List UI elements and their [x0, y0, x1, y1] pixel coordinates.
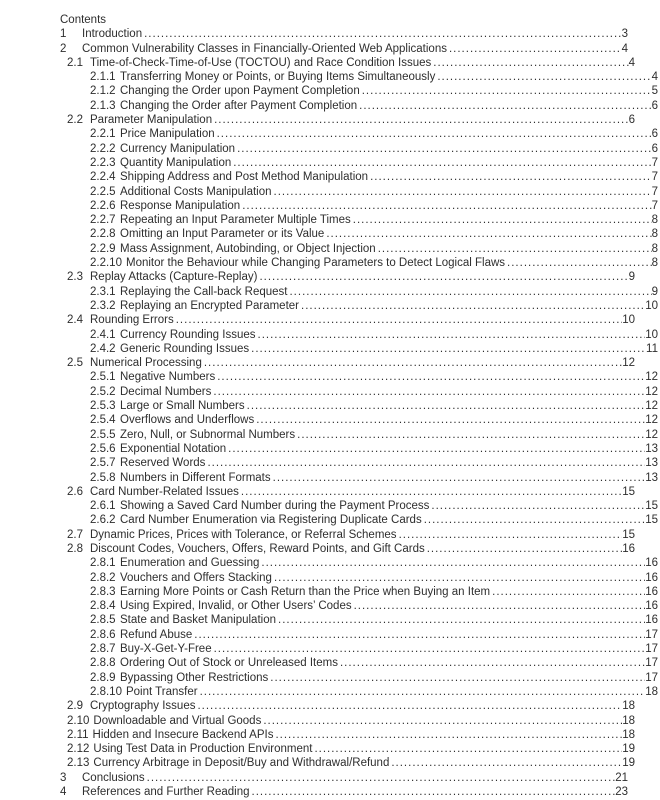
toc-entry-number: 2.6.1 [90, 500, 116, 513]
toc-entry-2-5-5[interactable] [90, 428, 658, 442]
toc-entry-number: 2.10 [67, 714, 90, 727]
toc-dot-leader [272, 571, 645, 585]
toc-entry-page: 19 [622, 757, 635, 770]
toc-entry-number: 2.2 [67, 114, 83, 127]
toc-dot-leader [351, 213, 652, 227]
toc-entry-page: 6 [628, 114, 635, 127]
toc-entry-2-12[interactable] [67, 742, 635, 756]
toc-entry-number: 2.2.1 [90, 128, 116, 141]
toc-entry-2-8-8[interactable] [90, 656, 658, 670]
toc-entry-number: 4 [60, 786, 67, 799]
toc-entry-label: Replay Attacks (Capture-Replay) [90, 271, 258, 284]
toc-entry-number: 1 [60, 28, 67, 41]
toc-entry-page: 17 [645, 628, 658, 641]
toc-entry-label: Exponential Notation [120, 442, 227, 455]
toc-entry-label: Showing a Saved Card Number during the Payment Process [120, 500, 430, 513]
toc-entry-number: 2.8.1 [90, 557, 116, 570]
toc-entry-number: 2.2.3 [90, 156, 116, 169]
toc-entry-page: 6 [651, 99, 658, 112]
toc-entry-number: 2.1.1 [90, 71, 116, 84]
toc-entry-2-2-9[interactable] [90, 242, 658, 256]
toc-entry-2-9[interactable] [67, 699, 635, 713]
toc-entry-page: 13 [645, 471, 658, 484]
toc-entry-number: 2.8.8 [90, 657, 116, 670]
toc-entry-label: Parameter Manipulation [90, 114, 213, 127]
toc-entry-number: 2.8 [67, 542, 83, 555]
toc-entry-page: 4 [628, 56, 635, 69]
toc-entry-label: Vouchers and Offers Stacking [120, 571, 272, 584]
toc-dot-leader [249, 342, 646, 356]
toc-dot-leader [435, 70, 651, 84]
toc-dot-leader [276, 613, 645, 627]
toc-entry-page: 18 [622, 700, 635, 713]
toc-entry-page: 18 [622, 728, 635, 741]
toc-entry-2-8-1[interactable] [90, 556, 658, 570]
toc-entry-page: 17 [645, 657, 658, 670]
toc-dot-leader [447, 42, 622, 56]
toc-entry-page: 7 [651, 171, 658, 184]
toc-entry-label: Shipping Address and Post Method Manipulation [120, 171, 369, 184]
toc-dot-leader [211, 385, 645, 399]
toc-entry-2-5-1[interactable] [90, 370, 658, 384]
toc-entry-page: 10 [622, 314, 635, 327]
toc-entry-label: Currency Arbitrage in Deposit/Buy and Withdrawal/Refund [93, 757, 390, 770]
toc-entry-page: 16 [645, 600, 658, 613]
toc-entry-2-6-1[interactable] [90, 499, 658, 513]
toc-entry-number: 2.6.2 [90, 514, 116, 527]
toc-dot-leader [295, 428, 645, 442]
toc-dot-leader [352, 599, 646, 613]
toc-entry-label: Using Test Data in Production Environment [93, 743, 313, 756]
toc-entry-label: Replaying an Encrypted Parameter [120, 299, 299, 312]
toc-entry-label: Response Manipulation [120, 199, 241, 212]
toc-entry-page: 7 [651, 185, 658, 198]
toc-entry-number: 2.2.2 [90, 142, 116, 155]
toc-entry-page: 12 [622, 357, 635, 370]
toc-entry-number: 2.2.6 [90, 199, 116, 212]
toc-entry-page: 10 [645, 299, 658, 312]
toc-entry-2-8-9[interactable] [90, 671, 658, 685]
toc-entry-page: 7 [651, 199, 658, 212]
toc-entry-2-2-2[interactable] [90, 142, 658, 156]
toc-entry-page: 16 [622, 542, 635, 555]
toc-entry-label: Changing the Order upon Payment Completion [120, 85, 360, 98]
toc-entry-1[interactable] [60, 27, 628, 41]
toc-entry-page: 6 [651, 142, 658, 155]
toc-entry-label: Additional Costs Manipulation [120, 185, 272, 198]
toc-entry-2-6[interactable] [67, 485, 635, 499]
toc-dot-leader [195, 699, 622, 713]
toc-entry-label: Card Number Enumeration via Registering Duplicate Cards [120, 514, 422, 527]
toc-entry-2-6-2[interactable] [90, 513, 658, 527]
toc-entry-number: 2.4.1 [90, 328, 116, 341]
toc-dot-leader [431, 56, 628, 70]
toc-entry-label: Negative Numbers [120, 371, 216, 384]
toc-entry-label: Cryptography Issues [90, 700, 196, 713]
toc-dot-leader [226, 442, 645, 456]
contents-heading: Contents [60, 14, 107, 26]
toc-entry-page: 4 [651, 71, 658, 84]
toc-entry-2-2-4[interactable] [90, 170, 658, 184]
toc-entry-2-2-1[interactable] [90, 127, 658, 141]
toc-entry-page: 13 [645, 457, 658, 470]
toc-entry-number: 2.13 [67, 757, 90, 770]
toc-entry-label: Quantity Manipulation [120, 156, 232, 169]
toc-entry-label: Numerical Processing [90, 357, 202, 370]
toc-dot-leader [505, 256, 652, 270]
toc-entry-2-11[interactable] [67, 728, 635, 742]
toc-entry-2-5-2[interactable] [90, 385, 658, 399]
toc-entry-number: 2.3 [67, 271, 83, 284]
toc-entry-page: 16 [645, 557, 658, 570]
toc-entry-label: Dynamic Prices, Prices with Tolerance, or Referral Schemes [90, 528, 397, 541]
toc-entry-2-8-10[interactable] [90, 685, 658, 699]
toc-entry-number: 2.8.9 [90, 671, 116, 684]
toc-entry-number: 2.8.7 [90, 643, 116, 656]
toc-entry-label: Numbers in Different Formats [120, 471, 271, 484]
toc-dot-leader [212, 642, 646, 656]
toc-dot-leader [198, 685, 646, 699]
toc-entry-page: 9 [628, 271, 635, 284]
toc-entry-label: Decimal Numbers [120, 385, 212, 398]
toc-dot-leader [259, 556, 645, 570]
toc-entry-number: 2.5.2 [90, 385, 116, 398]
toc-entry-2-8-7[interactable] [90, 642, 658, 656]
toc-entry-label: Price Manipulation [120, 128, 215, 141]
toc-entry-2-8-4[interactable] [90, 599, 658, 613]
toc-entry-number: 2.5.3 [90, 400, 116, 413]
toc-entry-page: 10 [645, 328, 658, 341]
toc-entry-4[interactable] [60, 785, 628, 799]
toc-entry-label: Overflows and Underflows [120, 414, 255, 427]
toc-entry-label: Generic Rounding Issues [120, 342, 250, 355]
toc-entry-page: 12 [645, 371, 658, 384]
toc-entry-number: 2.5.4 [90, 414, 116, 427]
toc-entry-label: Currency Manipulation [120, 142, 236, 155]
toc-entry-number: 2.1 [67, 56, 83, 69]
toc-dot-leader [490, 585, 645, 599]
toc-dot-leader [429, 499, 645, 513]
toc-entry-2-5-8[interactable] [90, 471, 658, 485]
toc-entry-number: 2.5.1 [90, 371, 116, 384]
toc-entry-label: State and Basket Manipulation [120, 614, 276, 627]
toc-entry-2-8-3[interactable] [90, 585, 658, 599]
toc-entry-page: 18 [622, 714, 635, 727]
toc-entry-page: 12 [645, 400, 658, 413]
toc-dot-leader [145, 771, 616, 785]
toc-entry-number: 2.5.6 [90, 442, 116, 455]
toc-dot-leader [397, 528, 623, 542]
toc-entry-number: 2.2.10 [90, 257, 122, 270]
toc-entry-label: Introduction [82, 28, 143, 41]
toc-entry-3[interactable] [60, 771, 628, 785]
toc-entry-label: Common Vulnerability Classes in Financially-Oriented Web Applications [82, 42, 447, 55]
toc-dot-leader [389, 756, 622, 770]
toc-entry-number: 2.2.5 [90, 185, 116, 198]
toc-dot-leader [254, 413, 645, 427]
toc-dot-leader [240, 199, 651, 213]
toc-dot-leader [239, 485, 622, 499]
toc-entry-label: Earning More Points or Cash Return than the Price when Buying an Item [120, 585, 491, 598]
toc-entry-number: 2.4.2 [90, 342, 116, 355]
toc-entry-label: Bypassing Other Restrictions [120, 671, 269, 684]
toc-entry-label: Conclusions [82, 771, 145, 784]
toc-entry-page: 17 [645, 671, 658, 684]
toc-entry-2-2-7[interactable] [90, 213, 658, 227]
toc-entry-label: Card Number-Related Issues [90, 485, 239, 498]
toc-entry-label: Point Transfer [125, 685, 198, 698]
toc-entry-page: 8 [651, 242, 658, 255]
toc-entry-number: 2.2.8 [90, 228, 116, 241]
toc-entry-label: Rounding Errors [90, 314, 174, 327]
toc-entry-page: 16 [645, 585, 658, 598]
toc-entry-label: Large or Small Numbers [120, 400, 245, 413]
toc-dot-leader [273, 728, 622, 742]
toc-entry-label: Using Expired, Invalid, or Other Users’ Codes [120, 600, 352, 613]
toc-entry-label: Monitor the Behaviour while Changing Parameters to Detect Logical Flaws [125, 257, 506, 270]
toc-entry-page: 23 [615, 786, 628, 799]
toc-entry-page: 21 [615, 771, 628, 784]
toc-entry-2-2-8[interactable] [90, 227, 658, 241]
toc-entry-page: 8 [651, 257, 658, 270]
toc-entry-number: 2.11 [67, 728, 89, 741]
toc-entry-page: 7 [651, 156, 658, 169]
toc-entry-2-7[interactable] [67, 528, 635, 542]
toc-entry-label: Repeating an Input Parameter Multiple Times [120, 214, 351, 227]
toc-entry-page: 13 [645, 442, 658, 455]
toc-entry-2-5-4[interactable] [90, 413, 658, 427]
toc-entry-number: 2.3.1 [90, 285, 116, 298]
toc-entry-2[interactable] [60, 42, 628, 56]
toc-entry-number: 2.7 [67, 528, 83, 541]
toc-entry-2-5-6[interactable] [90, 442, 658, 456]
toc-dot-leader [192, 628, 645, 642]
toc-entry-page: 8 [651, 214, 658, 227]
toc-entry-label: Omitting an Input Parameter or its Value [120, 228, 325, 241]
toc-entry-number: 2.2.9 [90, 242, 116, 255]
toc-entry-page: 3 [621, 28, 628, 41]
toc-entry-page: 5 [651, 85, 658, 98]
toc-entry-2-8-2[interactable] [90, 571, 658, 585]
toc-dot-leader [287, 285, 651, 299]
toc-entry-2-8-5[interactable] [90, 613, 658, 627]
toc-dot-leader [299, 299, 645, 313]
toc-dot-leader [357, 99, 651, 113]
toc-entry-2-1-3[interactable] [90, 99, 658, 113]
toc-entry-number: 2.8.4 [90, 600, 116, 613]
toc-entry-label: Downloadable and Virtual Goods [93, 714, 262, 727]
toc-entry-number: 2.1.3 [90, 99, 116, 112]
toc-entry-2-2-3[interactable] [90, 156, 658, 170]
toc-entry-number: 2 [60, 42, 67, 55]
toc-entry-number: 2.2.4 [90, 171, 116, 184]
toc-entry-2-5-7[interactable] [90, 456, 658, 470]
toc-entry-page: 19 [622, 743, 635, 756]
toc-entry-label: Buy-X-Get-Y-Free [120, 643, 212, 656]
toc-entry-page: 15 [645, 500, 658, 513]
toc-dot-leader [231, 156, 651, 170]
toc-entry-2-13[interactable] [67, 756, 635, 770]
toc-entry-page: 18 [645, 685, 658, 698]
toc-entry-page: 8 [651, 228, 658, 241]
toc-entry-page: 15 [645, 514, 658, 527]
toc-dot-leader [212, 113, 629, 127]
toc-dot-leader [376, 242, 652, 256]
toc-entry-label: Ordering Out of Stock or Unreleased Items [120, 657, 338, 670]
toc-dot-leader [142, 27, 621, 41]
toc-entry-page: 12 [645, 385, 658, 398]
toc-dot-leader [256, 328, 646, 342]
toc-dot-leader [245, 399, 646, 413]
toc-entry-label: Refund Abuse [120, 628, 193, 641]
toc-entry-2-4-2[interactable] [90, 342, 658, 356]
toc-entry-number: 3 [60, 771, 67, 784]
toc-dot-leader [205, 456, 645, 470]
toc-dot-leader [215, 127, 652, 141]
toc-entry-label: Time-of-Check-Time-of-Use (TOCTOU) and Race Condition Issues [90, 56, 432, 69]
toc-dot-leader [261, 714, 622, 728]
toc-entry-2-10[interactable] [67, 714, 635, 728]
toc-dot-leader [257, 270, 628, 284]
toc-entry-label: Zero, Null, or Subnormal Numbers [120, 428, 296, 441]
toc-entry-2-1[interactable] [67, 56, 635, 70]
toc-entry-page: 15 [622, 485, 635, 498]
toc-dot-leader [312, 742, 622, 756]
toc-dot-leader [368, 170, 652, 184]
toc-entry-2-8[interactable] [67, 542, 635, 556]
toc-dot-leader [338, 656, 645, 670]
toc-dot-leader [215, 370, 645, 384]
toc-entry-2-3-1[interactable] [90, 285, 658, 299]
toc-entry-page: 11 [646, 342, 658, 355]
toc-dot-leader [422, 513, 646, 527]
toc-entry-number: 2.8.6 [90, 628, 116, 641]
toc-entry-2-1-2[interactable] [90, 84, 658, 98]
toc-dot-leader [250, 785, 616, 799]
toc-entry-number: 2.5.5 [90, 428, 116, 441]
toc-dot-leader [360, 84, 652, 98]
toc-entry-number: 2.9 [67, 700, 83, 713]
toc-entry-number: 2.5 [67, 357, 83, 370]
toc-entry-label: Reserved Words [120, 457, 206, 470]
toc-entry-number: 2.4 [67, 314, 83, 327]
toc-entry-2-5-3[interactable] [90, 399, 658, 413]
toc-entry-label: References and Further Reading [82, 786, 250, 799]
toc-dot-leader [235, 142, 652, 156]
toc-entry-number: 2.12 [67, 743, 90, 756]
toc-entry-page: 16 [645, 614, 658, 627]
toc-dot-leader [425, 542, 622, 556]
toc-entry-number: 2.8.3 [90, 585, 116, 598]
toc-dot-leader [324, 227, 651, 241]
toc-entry-2-2-10[interactable] [90, 256, 658, 270]
toc-entry-2-5[interactable] [67, 356, 635, 370]
toc-entry-label: Hidden and Insecure Backend APIs [92, 728, 274, 741]
toc-entry-label: Replaying the Call-back Request [120, 285, 288, 298]
toc-entry-label: Currency Rounding Issues [120, 328, 256, 341]
toc-entry-number: 2.1.2 [90, 85, 116, 98]
toc-entry-2-3-2[interactable] [90, 299, 658, 313]
toc-entry-page: 17 [645, 643, 658, 656]
toc-entry-2-3[interactable] [67, 270, 635, 284]
toc-dot-leader [272, 185, 652, 199]
toc-entry-number: 2.8.2 [90, 571, 116, 584]
toc-entry-label: Discount Codes, Vouchers, Offers, Reward Points, and Gift Cards [90, 542, 425, 555]
toc-entry-2-2-5[interactable] [90, 185, 658, 199]
toc-entry-page: 12 [645, 428, 658, 441]
toc-dot-leader [268, 671, 645, 685]
toc-dot-leader [271, 471, 646, 485]
toc-entry-page: 6 [651, 128, 658, 141]
toc-entry-page: 12 [645, 414, 658, 427]
toc-entry-2-8-6[interactable] [90, 628, 658, 642]
toc-entry-2-1-1[interactable] [90, 70, 658, 84]
toc-entry-2-4[interactable] [67, 313, 635, 327]
toc-entry-number: 2.8.10 [90, 685, 122, 698]
toc-entry-2-4-1[interactable] [90, 328, 658, 342]
toc-entry-2-2-6[interactable] [90, 199, 658, 213]
toc-entry-label: Transferring Money or Points, or Buying Items Simultaneously [120, 71, 436, 84]
toc-entry-page: 15 [622, 528, 635, 541]
toc-dot-leader [174, 313, 622, 327]
toc-entry-number: 2.2.7 [90, 214, 116, 227]
toc-list [60, 27, 658, 799]
toc-entry-label: Enumeration and Guessing [120, 557, 260, 570]
toc-entry-label: Mass Assignment, Autobinding, or Object Injection [120, 242, 376, 255]
toc-entry-number: 2.3.2 [90, 299, 116, 312]
toc-entry-page: 9 [651, 285, 658, 298]
toc-entry-page: 16 [645, 571, 658, 584]
toc-entry-number: 2.6 [67, 485, 83, 498]
toc-entry-page: 4 [621, 42, 628, 55]
toc-entry-number: 2.8.5 [90, 614, 116, 627]
toc-entry-label: Changing the Order after Payment Completion [120, 99, 358, 112]
toc-entry-2-2[interactable] [67, 113, 635, 127]
toc-entry-number: 2.5.7 [90, 457, 116, 470]
toc-dot-leader [202, 356, 622, 370]
toc-entry-number: 2.5.8 [90, 471, 116, 484]
